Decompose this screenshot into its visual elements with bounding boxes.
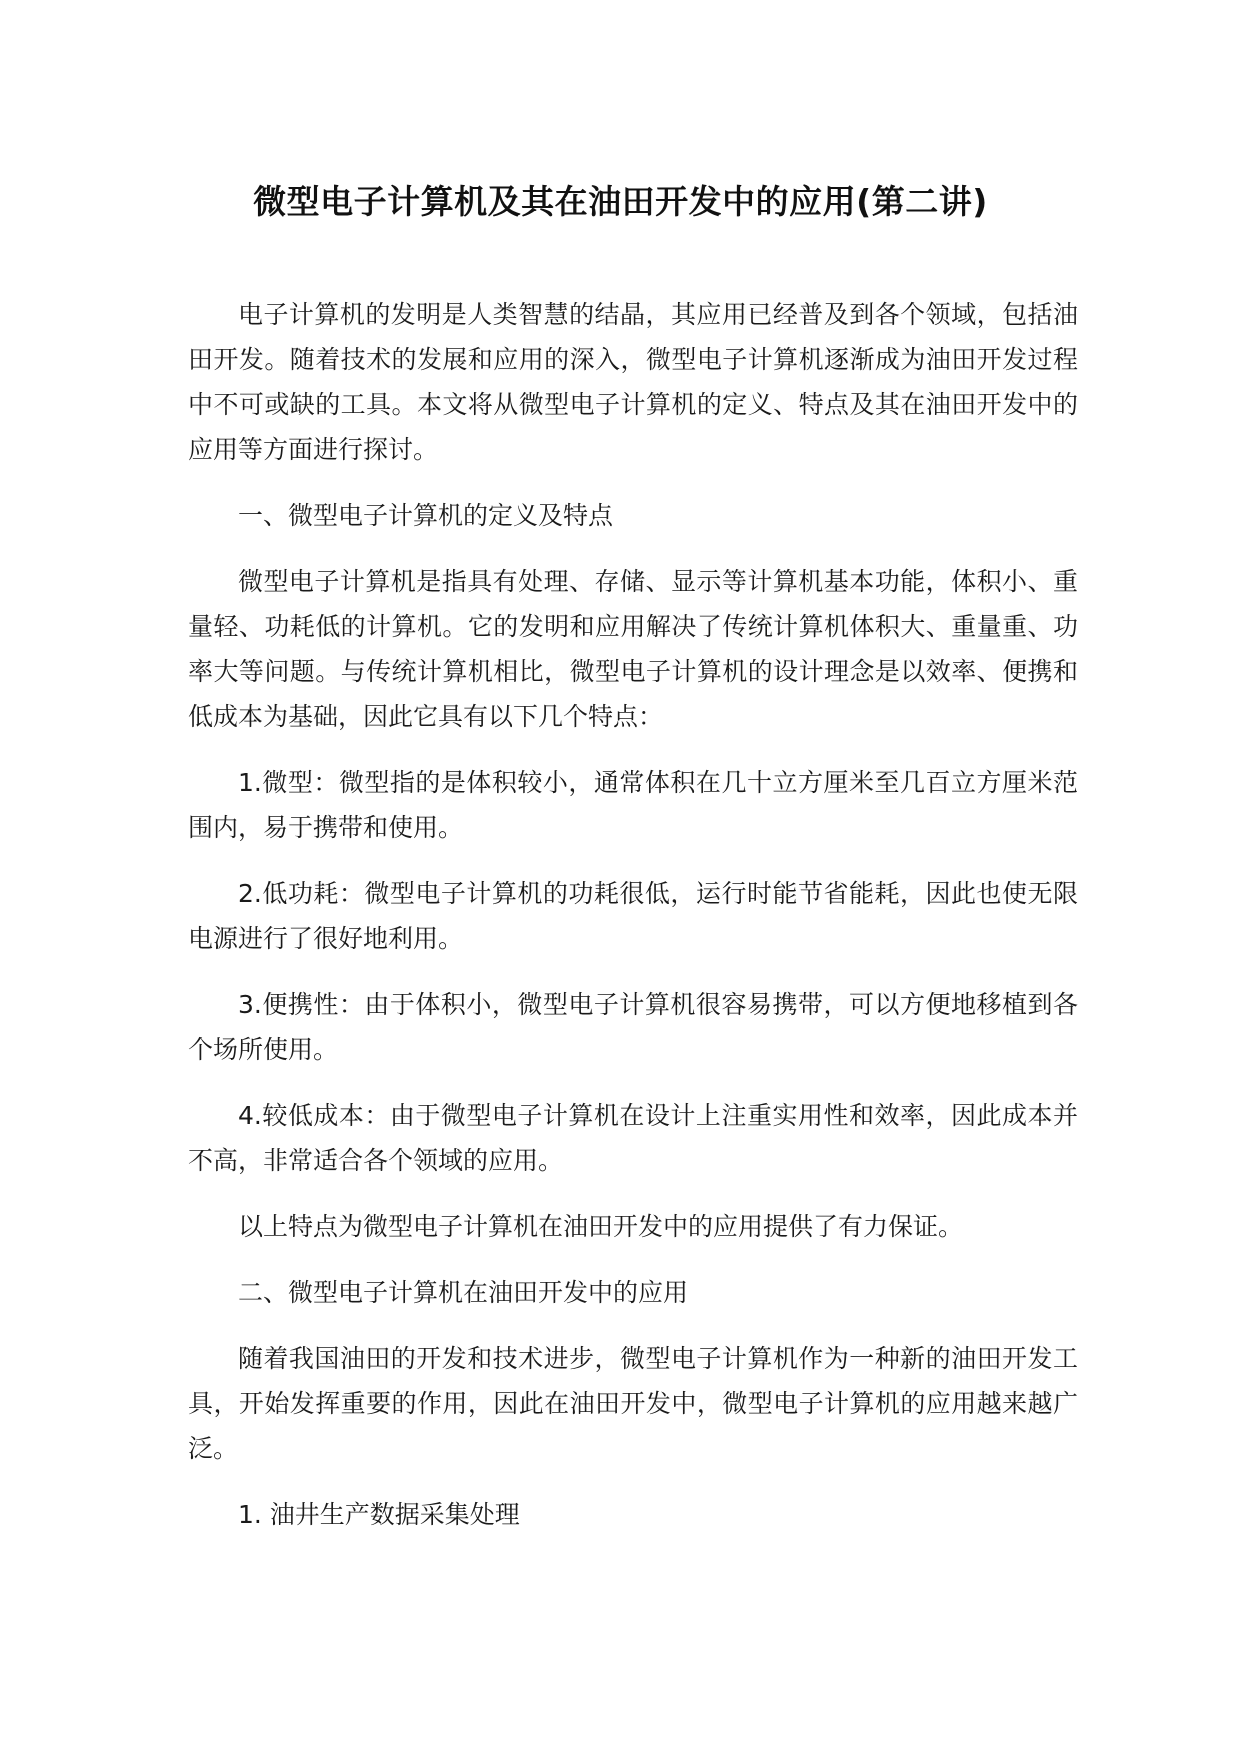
feature-item-3: 3.便携性：由于体积小，微型电子计算机很容易携带，可以方便地移植到各个场所使用。 [188,990,1078,1064]
definition-paragraph: 微型电子计算机是指具有处理、存储、显示等计算机基本功能，体积小、重量轻、功耗低的计算机。它的发明和应用解决了传统计算机体积大、重量重、功率大等问题。与传统计算机相比，微型电子计算机的设计理念是以效率、便携和低成本为基础，因此它具有以下几个特点： [188,567,1078,731]
intro-paragraph: 电子计算机的发明是人类智慧的结晶，其应用已经普及到各个领域，包括油田开发。随着技术的发展和应用的深入，微型电子计算机逐渐成为油田开发过程中不可或缺的工具。本文将从微型电子计算机的定义、特点及其在油田开发中的应用等方面进行探讨。 [188,300,1078,464]
feature-item-4: 4.较低成本：由于微型电子计算机在设计上注重实用性和效率，因此成本并不高，非常适合各个领域的应用。 [188,1101,1078,1175]
section-heading-2: 二、微型电子计算机在油田开发中的应用 [238,1278,689,1307]
subsection-heading-1: 1. 油井生产数据采集处理 [238,1500,520,1529]
document-body [188,292,1078,1558]
application-paragraph: 随着我国油田的开发和技术进步，微型电子计算机作为一种新的油田开发工具，开始发挥重要的作用，因此在油田开发中，微型电子计算机的应用越来越广泛。 [188,1344,1078,1463]
document-title: 微型电子计算机及其在油田开发中的应用(第二讲) [253,182,988,221]
summary-paragraph: 以上特点为微型电子计算机在油田开发中的应用提供了有力保证。 [238,1212,964,1241]
feature-item-2: 2.低功耗：微型电子计算机的功耗很低，运行时能节省能耗，因此也使无限电源进行了很好地利用。 [188,879,1078,953]
feature-item-1: 1.微型：微型指的是体积较小，通常体积在几十立方厘米至几百立方厘米范围内，易于携带和使用。 [188,768,1078,842]
section-heading-1: 一、微型电子计算机的定义及特点 [238,501,614,530]
